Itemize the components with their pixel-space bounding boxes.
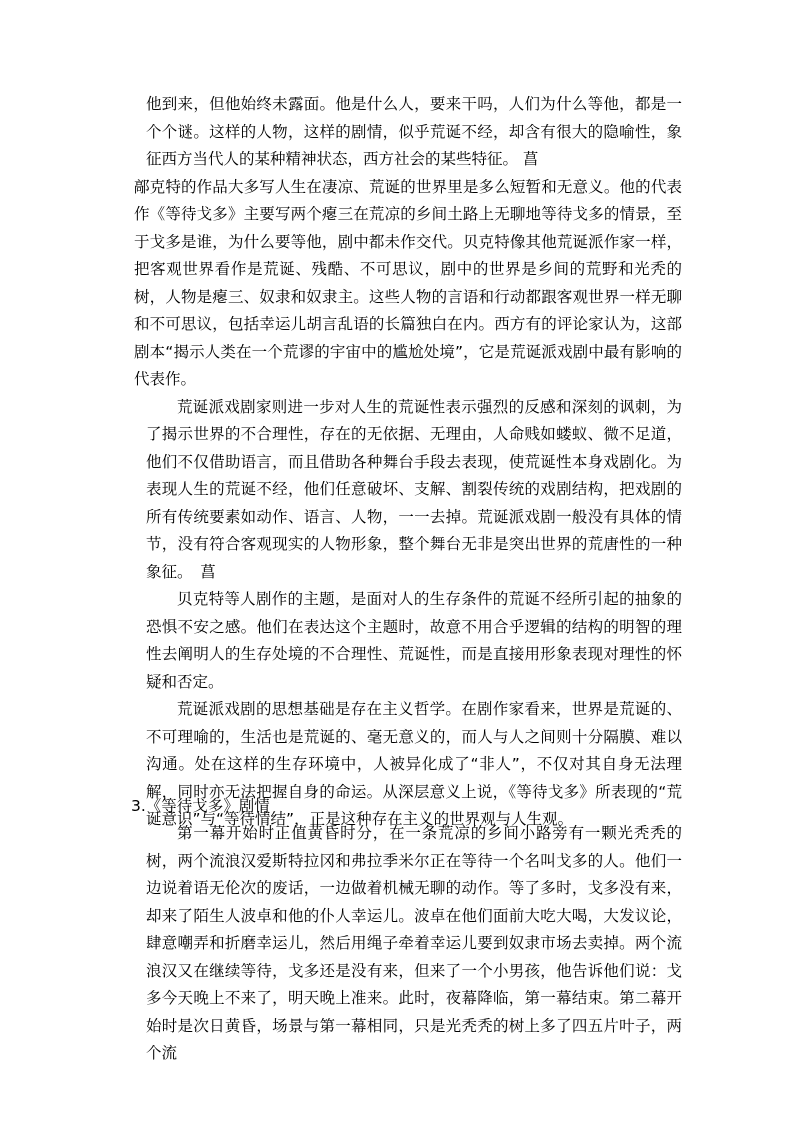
- paragraph-theme: 贝克特等人剧作的主题，是面对人的生存条件的荒诞不经所引起的抽象的恐惧不安之感。他们在表达这个主题时，故意不用合乎逻辑的结构的明智的理性去阐明人的生存处境的不合理性、荒诞性，而是直接用形象表现对理性的怀疑和否定。: [146, 590, 682, 691]
- body-text-top: [134, 91, 682, 834]
- body-text-plot: [146, 820, 682, 1068]
- paragraph-philosophy: 荒诞派戏剧的思想基础是存在主义哲学。在剧作家看来，世界是荒诞的、不可理喻的，生活也是荒诞的、毫无意义的，而人与人之间则十分隔膜、难以沟通。处在这样的生存环境中，人被异化成了“非人”，不仅对其自身无法理解，同时亦无法把握自身的命运。从深层意义上说，《等待戈多》所表现的“荒诞意识”与“等待情结”，正是这种存在主义的世界观与人生观。: [146, 700, 682, 828]
- paragraph-beckett-works: 鄗克特的作品大多写人生在凄凉、荒诞的世界里是多么短暂和无意义。他的代表作《等待戈多》主要写两个瘪三在荒凉的乡间土路上无聊地等待戈多的情景，至于戈多是谁，为什么要等他，剧中都未作交代。贝克特像其他荒诞派作家一样，把客观世界看作是荒诞、残酷、不可思议，剧中的世界是乡间的荒野和光秃的树，人物是瘪三、奴隶和奴隶主。这些人物的言语和行动都跟客观世界一样无聊和不可思议，包括幸运儿胡言乱语的长篇独白在内。西方有的评论家认为，这部剧本“揭示人类在一个荒谬的宇宙中的尴尬处境”，它是荒诞派戏剧中最有影响的代表作。: [134, 177, 682, 388]
- section-heading: 3.《等待戈多》剧情: [131, 797, 270, 815]
- paragraph-absurdist-theatre: 荒诞派戏剧家则进一步对人生的荒诞性表示强烈的反感和深刻的讽刺，为了揭示世界的不合理性，存在的无依据、无理由，人命贱如蝼蚁、微不足道，他们不仅借助语言，而且借助各种舞台手段去表现，使荒诞性本身戏剧化。为表现人生的荒诞不经，他们任意破坏、支解、割裂传统的戏剧结构，把戏剧的所有传统要素如动作、语言、人物，一一去掉。荒诞派戏剧一般没有具体的情节，没有符合客观现实的人物形象，整个舞台无非是突出世界的荒唐性的一种象征。 菖: [146, 397, 682, 581]
- paragraph-continuation: 他到来，但他始终未露面。他是什么人，要来干吗，人们为什么等他，都是一个个谜。这样的人物，这样的剧情，似乎荒诞不经，却含有很大的隐喻性，象征西方当代人的某种精神状态，西方社会的某些特征。 菖: [146, 95, 682, 168]
- paragraph-plot: 第一幕开始时正值黄昏时分，在一条荒凉的乡间小路旁有一颗光秃秃的树，两个流浪汉爱斯特拉冈和弗拉季米尔正在等待一个名叫戈多的人。他们一边说着语无伦次的废话，一边做着机械无聊的动作。等了多时，戈多没有来，却来了陌生人波卓和他的仆人幸运儿。波卓在他们面前大吃大喝，大发议论，肆意嘲弄和折磨幸运儿，然后用绳子牵着幸运儿要到奴隶市场去卖掉。两个流浪汉又在继续等待，戈多还是没有来，但来了一个小男孩，他告诉他们说：戈多今天晚上不来了，明天晚上准来。此时，夜幕降临，第一幕结束。第二幕开始时是次日黄昏，场景与第一幕相同，只是光秃秃的树上多了四五片叶子，两个流: [146, 824, 682, 1062]
